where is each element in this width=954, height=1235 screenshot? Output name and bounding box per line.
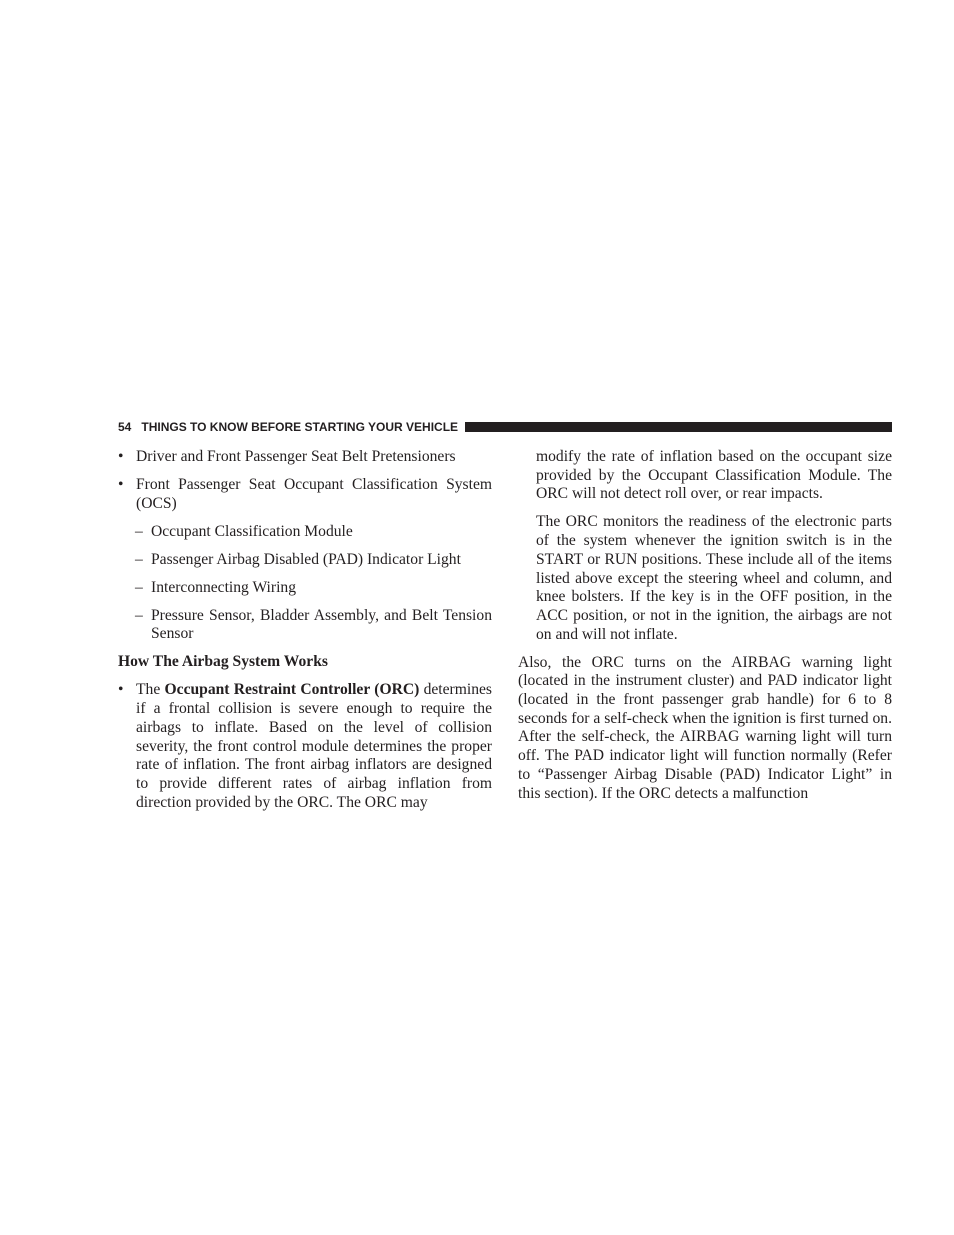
list-item	[118, 448, 492, 467]
header-rule	[465, 422, 892, 432]
dash-glyph: –	[135, 606, 143, 624]
left-column	[118, 448, 492, 822]
sub-list-item	[118, 579, 492, 598]
sub-list-item-text: Interconnecting Wiring	[151, 578, 297, 596]
list-item-text-rest: determines if a frontal collision is severe enough to require the airbags to inflate. Based on the level of collision severity, the front control module determines the proper rate of inflation. The front airbag inflators are designed to provide different rates of airbag inflation from direction provided by the ORC. The ORC may	[136, 681, 492, 811]
sub-list-item-text: Passenger Airbag Disabled (PAD) Indicator Light	[151, 550, 461, 568]
sub-list-item-text: Occupant Classification Module	[151, 522, 353, 540]
bullet-glyph: •	[118, 681, 124, 699]
paragraph: Also, the ORC turns on the AIRBAG warning light (located in the instrument cluster) and PAD indicator light (located in the front passenger grab handle) for 6 to 8 seconds for a self-check when the ignition is first turned on. After the self-check, the AIRBAG warning light will turn off. The PAD indicator light will function normally (Refer to “Passenger Airbag Disable (PAD) Indicator Light” in this section). If the ORC detects a malfunction	[518, 653, 892, 802]
bold-term: Occupant Restraint Controller (ORC)	[164, 681, 420, 699]
right-column	[518, 448, 892, 803]
paragraph: The ORC monitors the readiness of the electronic parts of the system whenever the ignition switch is in the START or RUN positions. These include all of the items listed above except the steering wheel and column, and knee bolsters. If the key is in the OFF position, in the ACC position, or not in the ignition, the airbags are not on and will not inflate.	[536, 513, 892, 643]
page-number: 54	[118, 420, 132, 434]
sub-list-item	[118, 551, 492, 570]
section-subheading: How The Airbag System Works	[118, 653, 328, 671]
list-item	[118, 476, 492, 513]
page-header	[118, 419, 892, 435]
list-item-text: Driver and Front Passenger Seat Belt Pretensioners	[136, 448, 456, 465]
sub-list-item	[118, 523, 492, 542]
paragraph: modify the rate of inflation based on the occupant size provided by the Occupant Classification Module. The ORC will not detect roll over, or rear impacts.	[536, 448, 892, 503]
bullet-glyph: •	[118, 448, 124, 465]
bullet-glyph: •	[118, 476, 124, 493]
list-item-text-prefix: The	[136, 681, 165, 699]
list-item-text: Front Passenger Seat Occupant Classification System (OCS)	[136, 476, 492, 512]
sub-list-item	[118, 607, 492, 644]
sub-list-item-text: Pressure Sensor, Bladder Assembly, and Belt Tension Sensor	[151, 606, 492, 643]
dash-glyph: –	[135, 550, 143, 568]
section-title: THINGS TO KNOW BEFORE STARTING YOUR VEHICLE	[141, 420, 459, 434]
list-item	[118, 681, 492, 812]
dash-glyph: –	[135, 522, 143, 540]
dash-glyph: –	[135, 578, 143, 596]
